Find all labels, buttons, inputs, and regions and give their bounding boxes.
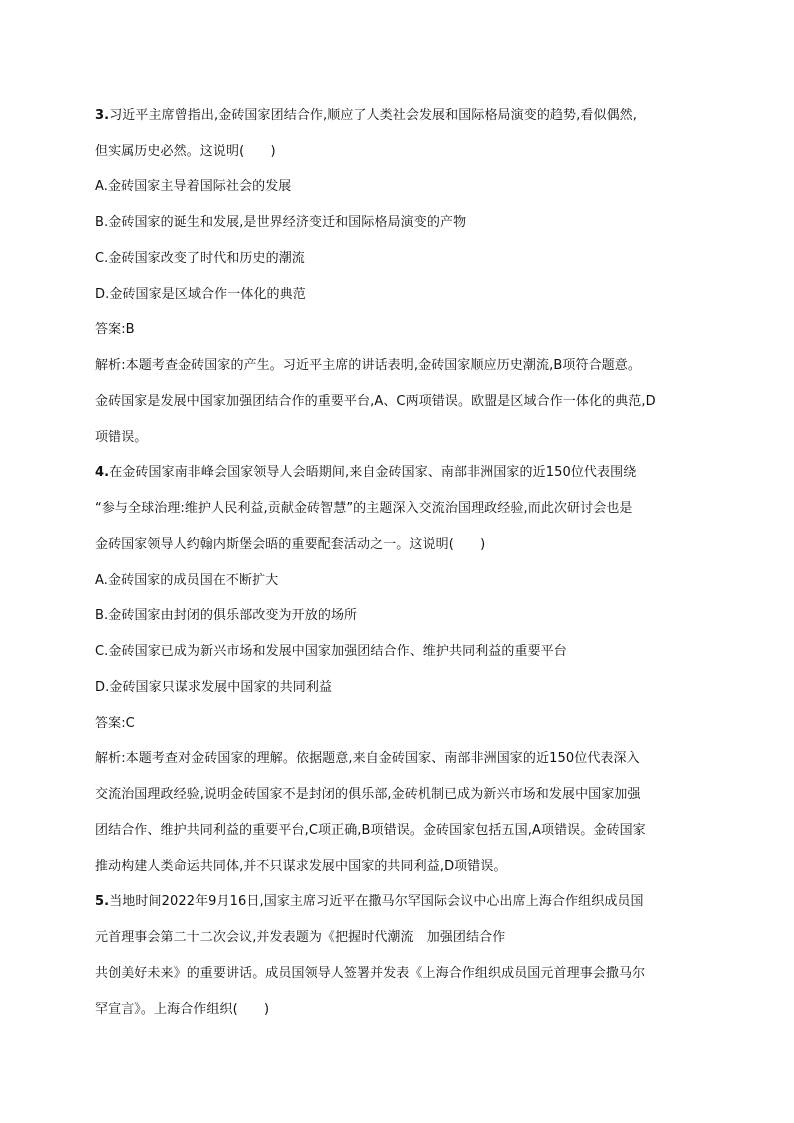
q3-analysis-line2: 金砖国家是发展中国家加强团结合作的重要平台,A、C两项错误。欧盟是区域合作一体化的典范,D — [95, 394, 656, 409]
q4-analysis-line1: 解析:本题考查对金砖国家的理解。依据题意,来自金砖国家、南部非洲国家的近150位代表深入 — [95, 751, 640, 766]
q4-option-b: B.金砖国家由封闭的俱乐部改变为开放的场所 — [95, 608, 358, 623]
q3-option-b: B.金砖国家的诞生和发展,是世界经济变迁和国际格局演变的产物 — [95, 215, 467, 230]
q5-stem-text1: 当地时间2022年9月16日,国家主席习近平在撒马尔罕国际会议中心出席上海合作组织成员国 — [109, 894, 644, 909]
q3-analysis-line3: 项错误。 — [95, 430, 148, 445]
q4-analysis-line2: 交流治国理政经验,说明金砖国家不是封闭的俱乐部,金砖机制已成为新兴市场和发展中国家加强 — [95, 787, 641, 802]
q3-stem-line1 — [95, 107, 637, 125]
q4-stem-line1 — [95, 464, 636, 482]
q5-stem-line1 — [95, 893, 644, 911]
q3-option-d: D.金砖国家是区域合作一体化的典范 — [95, 287, 306, 302]
q4-analysis-line3: 团结合作、维护共同利益的重要平台,C项正确,B项错误。金砖国家包括五国,A项错误。金砖国家 — [95, 823, 646, 838]
q4-option-a: A.金砖国家的成员国在不断扩大 — [95, 573, 279, 588]
q5-stem-line2: 元首理事会第二十二次会议,并发表题为《把握时代潮流 加强团结合作 — [95, 930, 506, 945]
q3-analysis-line1: 解析:本题考查金砖国家的产生。习近平主席的讲话表明,金砖国家顺应历史潮流,B项符合题意。 — [95, 358, 641, 373]
q3-option-c: C.金砖国家改变了时代和历史的潮流 — [95, 251, 305, 266]
q4-stem-line3: 金砖国家领导人约翰内斯堡会晤的重要配套活动之一。这说明( ) — [95, 537, 486, 552]
q4-option-c: C.金砖国家已成为新兴市场和发展中国家加强团结合作、维护共同利益的重要平台 — [95, 644, 567, 659]
q4-answer: 答案:C — [95, 716, 135, 731]
q4-stem-text1: 在金砖国家南非峰会国家领导人会晤期间,来自金砖国家、南部非洲国家的近150位代表围绕 — [109, 465, 637, 480]
q5-number: 5. — [95, 894, 110, 909]
q4-analysis-line4: 推动构建人类命运共同体,并不只谋求发展中国家的共同利益,D项错误。 — [95, 859, 507, 874]
q5-stem-line4: 罕宣言》。上海合作组织( ) — [95, 1002, 270, 1017]
q5-stem-line3: 共创美好未来》的重要讲话。成员国领导人签署并发表《上海合作组织成员国元首理事会撒马尔 — [95, 966, 646, 981]
q3-stem-text1: 习近平主席曾指出,金砖国家团结合作,顺应了人类社会发展和国际格局演变的趋势,看似偶然, — [109, 108, 638, 123]
q4-stem-line2: “参与全球治理:维护人民利益,贡献金砖智慧”的主题深入交流治国理政经验,而此次研讨会也是 — [95, 501, 633, 516]
q4-number: 4. — [95, 465, 110, 480]
q3-option-a: A.金砖国家主导着国际社会的发展 — [95, 179, 292, 194]
q3-number: 3. — [95, 108, 110, 123]
q3-answer: 答案:B — [95, 322, 135, 337]
q3-stem-line2: 但实属历史必然。这说明( ) — [95, 144, 276, 159]
q4-option-d: D.金砖国家只谋求发展中国家的共同利益 — [95, 680, 333, 695]
